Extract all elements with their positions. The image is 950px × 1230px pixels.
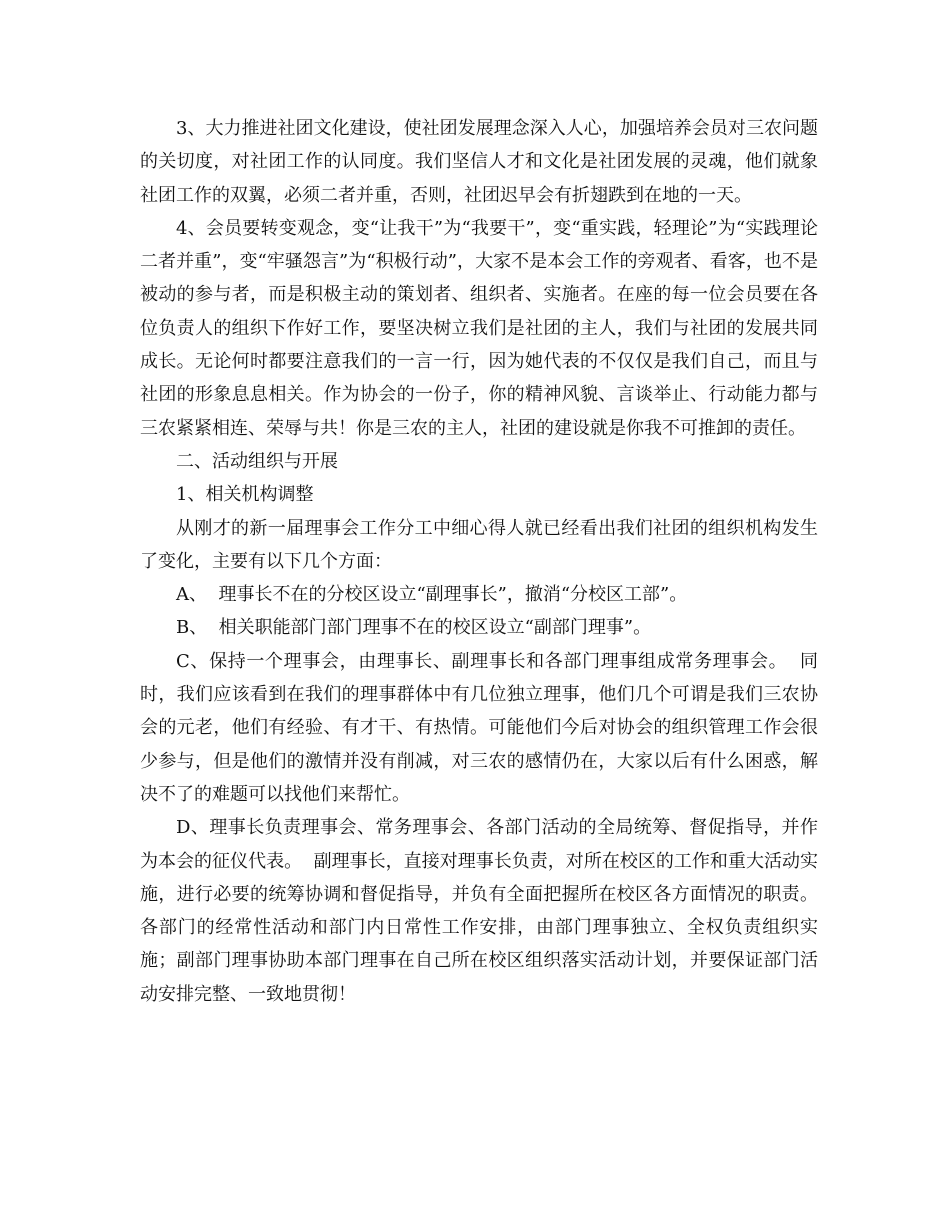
paragraph-culture-building: 3、大力推进社团文化建设，使社团发展理念深入人心，加强培养会员对三农问题的关切度，对社团工作的认同度。我们坚信人才和文化是社团发展的灵魂，他们就象社团工作的双翼，必须二者并重，否则，社团迟早会有折翅跌到在地的一天。 xyxy=(140,118,818,206)
list-item-d: D、理事长负责理事会、常务理事会、各部门活动的全局统筹、督促指导，并作为本会的征仪代表。 副理事长，直接对理事长负责，对所在校区的工作和重大活动实施，进行必要的统筹协调和督促指导，并负有全面把握所在校区各方面情况的职责。 各部门的经常性活动和部门内日常性工作安排，由部门理事独立、全权负责组织实施；副部门理事协助本部门理事在自己所在校区组织落实活动计划，并要保证部门活动安排完整、一致地贯彻！ xyxy=(140,817,830,1005)
paragraph-member-attitude: 4、会员要转变观念，变“让我干”为“我要干”，变“重实践，轻理论”为“实践理论二者并重”，变“牢骚怨言”为“积极行动”，大家不是本会工作的旁观者、看客，也不是被动的参与者，而是积极主动的策划者、组织者、实施者。在座的每一位会员要在各位负责人的组织下作好工作，要坚决树立我们是社团的主人，我们与社团的发展共同成长。无论何时都要注意我们的一言一行，因为她代表的不仅仅是我们自己，而且与社团的形象息息相关。作为协会的一份子，你的精神风貌、言谈举止、行动能力都与三农紧紧相连、荣辱与共！你是三农的主人，社团的建设就是你我不可推卸的责任。 xyxy=(140,217,818,439)
document-page xyxy=(140,112,830,1011)
list-item-c: C、保持一个理事会，由理事长、副理事长和各部门理事组成常务理事会。 同时，我们应该看到在我们的理事群体中有几位独立理事，他们几个可谓是我们三农协会的元老，他们有经验、有才干、有热情。可能他们今后对协会的组织管理工作会很少参与，但是他们的激情并没有削减，对三农的感情仍在，大家以后有什么困惑，解决不了的难题可以找他们来帮忙。 xyxy=(140,650,818,805)
subheading-org-adjustment: 1、相关机构调整 xyxy=(176,484,314,506)
section-heading-activities: 二、活动组织与开展 xyxy=(176,450,338,472)
paragraph-org-changes-intro: 从刚才的新一届理事会工作分工中细心得人就已经看出我们社团的组织机构发生了变化，主要有以下几个方面： xyxy=(140,517,818,572)
list-item-a: A、 理事长不在的分校区设立“副理事长”，撤消“分校区工部”。 xyxy=(176,584,688,606)
list-item-b: B、 相关职能部门部门理事不在的校区设立“副部门理事”。 xyxy=(176,617,652,639)
